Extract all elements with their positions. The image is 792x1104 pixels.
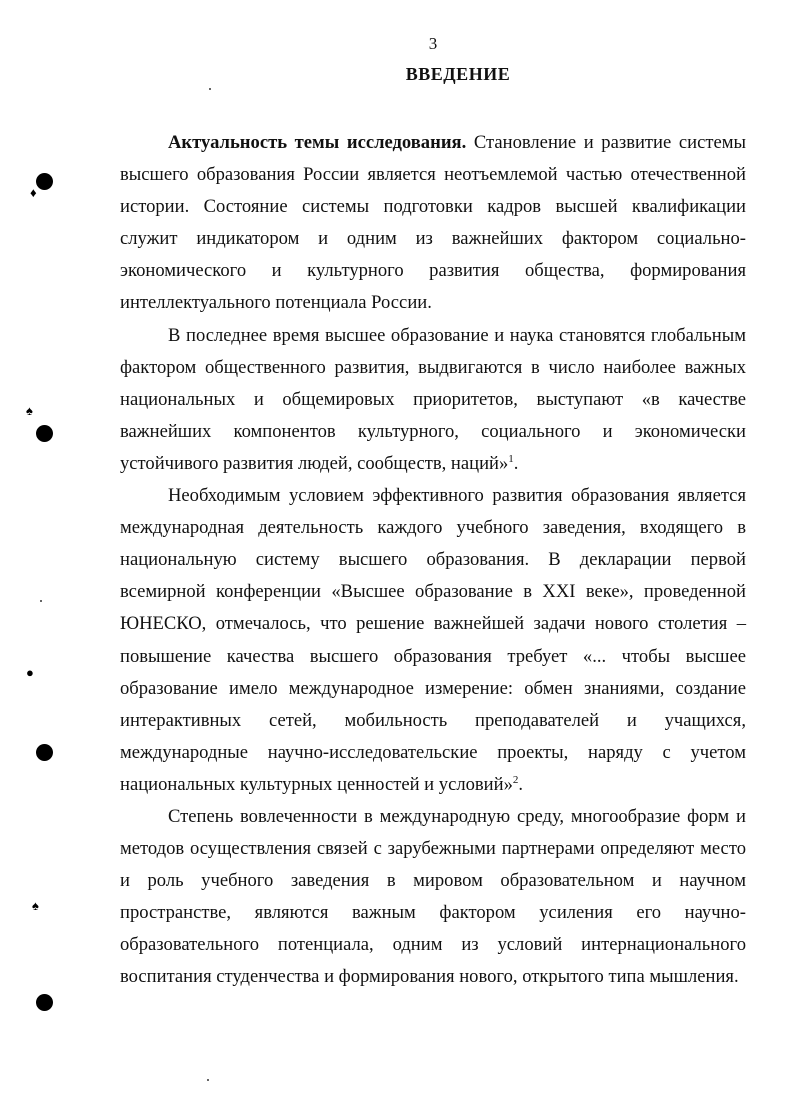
paragraph-text: Степень вовлеченности в международную среду, многообразие форм и методов осуществления связей с зарубежными партнерами определяют место и роль учебного заведения в мировом образовательном и научном пространстве, являются важным фактором усиления его научно-образовательного потенциала, одним из условий интернационального воспитания студенчества и формирования нового, открытого типа мышления. <box>120 805 746 988</box>
page-title: ВВЕДЕНИЕ <box>405 64 511 84</box>
footnote-marker: 2 <box>512 773 519 786</box>
footnote-marker: 1 <box>508 452 514 465</box>
paragraph-involvement <box>120 801 746 994</box>
scan-mark: ♦ <box>30 185 37 200</box>
scan-mark: ♠ <box>32 898 39 913</box>
paragraph-text: Необходимым условием эффективного развития образования является международная деятельность каждого учебного заведения, входящего в национальную систему высшего образования. В декларации первой всемирной конференции «Высшее образование в XXI веке», проведенной ЮНЕСКО, отмечалось, что решение важнейшей задачи нового столетия – повышение качества высшего образования требует «... чтобы высшее образование имело международное измерение: обмен знаниями, создание интерактивных сетей, мобильность преподавателей и учащихся, международные научно-исследовательские проекты, наряду с учетом национальных культурных ценностей и условий» <box>120 485 746 795</box>
binder-hole-mark <box>36 425 53 442</box>
paragraph-tail: . <box>518 773 524 795</box>
scan-speck <box>40 600 42 602</box>
paragraph-international-activity <box>120 480 746 801</box>
scan-speck <box>207 1079 209 1081</box>
paragraph-lead: Актуальность темы исследования. <box>168 132 467 153</box>
paragraph-global-factor <box>120 320 746 480</box>
scan-speck <box>209 88 211 90</box>
binder-hole-mark <box>36 744 53 761</box>
binder-hole-mark <box>36 994 53 1011</box>
scan-mark: ♠ <box>26 403 33 418</box>
paragraph-text: В последнее время высшее образование и наука становятся глобальным фактором общественного развития, выдвигаются в число наиболее важных национальных и общемировых приоритетов, выступают «в качестве важнейших компонентов культурного, социального и экономически устойчивого развития людей, сообществ, наций» <box>120 324 746 474</box>
scan-mark: ● <box>26 665 34 680</box>
paragraph-tail: . <box>513 452 519 474</box>
page-number: 3 <box>428 34 438 53</box>
binder-hole-mark <box>36 173 53 190</box>
paragraph-relevance <box>120 127 746 320</box>
paragraph-text: Становление и развитие системы высшего образования России является неотъемлемой частью отечественной истории. Состояние системы подготовки кадров высшей квалификации служит индикатором и одним из важнейших фактором социально-экономического и культурного развития общества, формирования интеллектуального потенциала России. <box>120 132 746 314</box>
body-text <box>120 127 746 994</box>
